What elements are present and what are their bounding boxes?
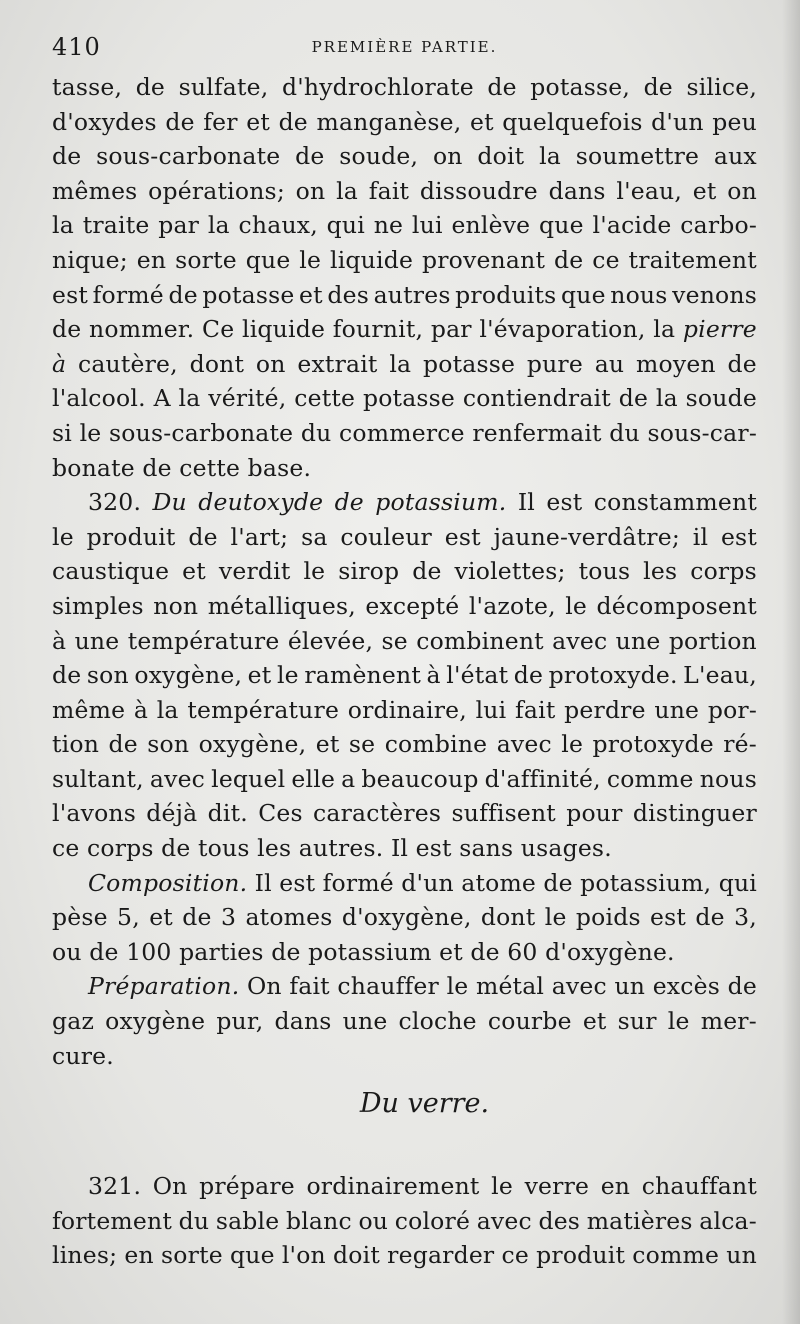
text-line: caustique et verdit le sirop de violettes; tous les corps xyxy=(52,557,757,586)
text-line: gaz oxygène pur, dans une cloche courbe et sur le mer- xyxy=(52,1007,757,1036)
section-title: Du verre. xyxy=(359,1088,490,1120)
text-line: sultant, avec lequel elle a beaucoup d'affinité, comme nous xyxy=(52,764,757,793)
text-line: le produit de l'art; sa couleur est jaune-verdâtre; il est xyxy=(52,522,757,551)
text-line: fortement du sable blanc ou coloré avec des matières alca- xyxy=(52,1206,757,1235)
paragraph-deutoxyde-potassium xyxy=(52,485,757,866)
text-line: si le sous-carbonate du commerce renfermait du sous-car- xyxy=(52,418,757,447)
text-line: de nommer. Ce liquide fournit, par l'évaporation, la pierre xyxy=(52,315,757,344)
paragraph-preparation xyxy=(52,969,757,1073)
text-line: pèse 5, et de 3 atomes d'oxygène, dont le poids est de 3, xyxy=(52,903,757,932)
paragraph-potasse-purification xyxy=(52,70,757,485)
text-line: simples non métalliques, excepté l'azote, le décomposent xyxy=(52,591,757,620)
text-line: lines; en sorte que l'on doit regarder ce produit comme un xyxy=(52,1241,757,1270)
text-line: même à la température ordinaire, lui fait perdre une por- xyxy=(52,695,757,724)
text-line: bonate de cette base. xyxy=(52,453,312,482)
text-line: tasse, de sulfate, d'hydrochlorate de potasse, de silice, xyxy=(52,73,757,101)
text-line: ce corps de tous les autres. Il est sans usages. xyxy=(52,834,612,863)
page-header xyxy=(52,30,757,64)
section-spacer xyxy=(52,1135,757,1169)
page-number: 410 xyxy=(52,33,101,61)
text-line: de son oxygène, et le ramènent à l'état de protoxyde. L'eau, xyxy=(52,661,757,690)
text-line: mêmes opérations; on la fait dissoudre dans l'eau, et on xyxy=(52,176,757,205)
paragraph-verre xyxy=(52,1169,757,1273)
text-line: tion de son oxygène, et se combine avec le protoxyde ré- xyxy=(52,730,757,759)
text-line: d'oxydes de fer et de manganèse, et quelquefois d'un peu xyxy=(52,107,757,136)
text-line: de sous-carbonate de soude, on doit la soumettre aux xyxy=(52,142,757,171)
text-line: l'avons déjà dit. Ces caractères suffisent pour distinguer xyxy=(52,799,757,828)
text-line: ou de 100 parties de potassium et de 60 d'oxygène. xyxy=(52,937,675,966)
text-line: à une température élevée, se combinent avec une portion xyxy=(52,626,757,655)
text-line: la traite par la chaux, qui ne lui enlève que l'acide carbo- xyxy=(52,211,757,240)
page-edge-shadow xyxy=(782,0,800,1324)
text-line: à cautère, dont on extrait la potasse pure au moyen de xyxy=(52,349,757,378)
text-line: l'alcool. A la vérité, cette potasse contiendrait de la soude xyxy=(52,384,757,413)
running-head: PREMIÈRE PARTIE. xyxy=(311,38,498,56)
text-line: nique; en sorte que le liquide provenant de ce traitement xyxy=(52,245,757,274)
text-line: est formé de potasse et des autres produits que nous venons xyxy=(52,280,757,309)
text-line: 321. On prépare ordinairement le verre en chauffant xyxy=(88,1172,757,1201)
body-text xyxy=(52,70,757,1273)
text-line: Préparation. On fait chauffer le métal avec un excès de xyxy=(88,972,757,1001)
text-line: Composition. Il est formé d'un atome de potassium, qui xyxy=(88,868,757,897)
text-line: cure. xyxy=(52,1041,114,1070)
text-line: 320. Du deutoxyde de potassium. Il est constamment xyxy=(88,488,757,517)
paragraph-composition xyxy=(52,866,757,970)
